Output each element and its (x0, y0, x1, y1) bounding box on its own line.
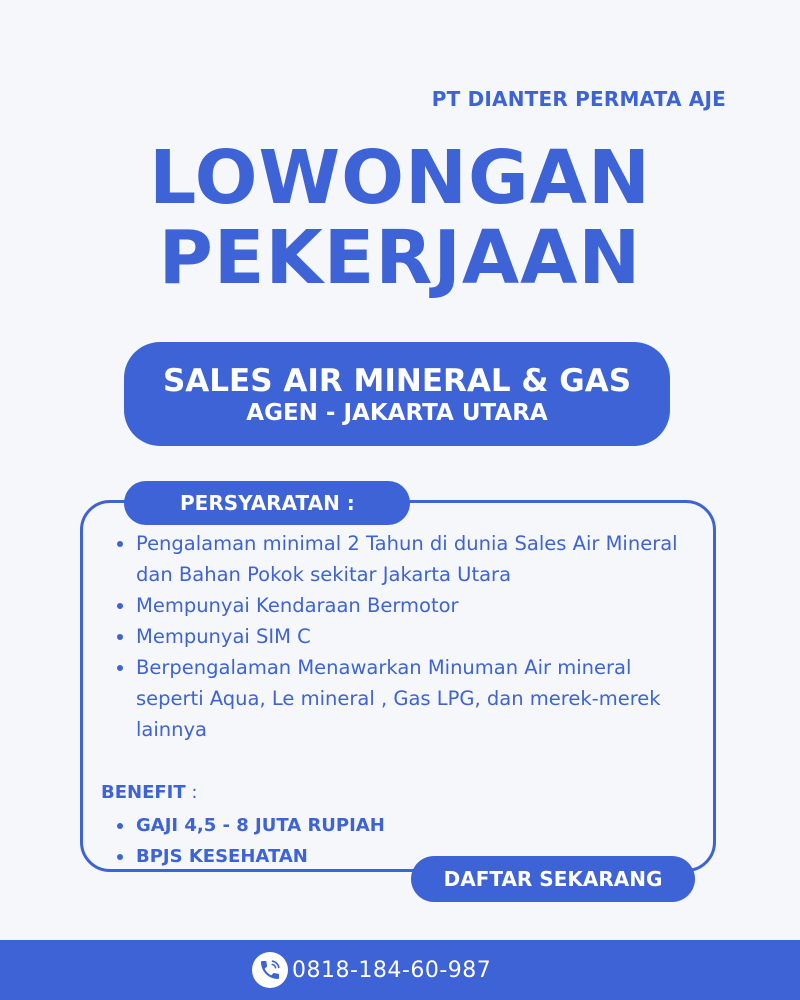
requirement-item: Berpengalaman Menawarkan Minuman Air mineral seperti Aqua, Le mineral , Gas LPG, dan merek-merek lainnya (114, 652, 704, 745)
phone-number: 0818-184-60-987 (292, 957, 492, 983)
requirement-item: Mempunyai SIM C (114, 621, 704, 652)
requirement-item: Mempunyai Kendaraan Bermotor (114, 590, 704, 621)
apply-now-button[interactable]: DAFTAR SEKARANG (411, 856, 695, 902)
requirements-label: PERSYARATAN : (124, 481, 410, 525)
benefit-label (101, 781, 197, 805)
requirements-list (114, 528, 704, 745)
benefit-label-text: BENEFIT (101, 782, 186, 803)
requirement-item: Pengalaman minimal 2 Tahun di dunia Sales Air Mineral dan Bahan Pokok sekitar Jakarta Utara (114, 528, 704, 590)
job-subtitle: AGEN - JAKARTA UTARA (246, 400, 548, 426)
benefit-item: GAJI 4,5 - 8 JUTA RUPIAH (114, 810, 385, 841)
job-title: SALES AIR MINERAL & GAS (162, 363, 632, 399)
headline-line-1: LOWONGAN (149, 135, 651, 221)
phone-icon (252, 952, 288, 988)
benefit-list (114, 810, 385, 872)
company-name: PT DIANTER PERMATA AJE (431, 87, 726, 111)
phone-contact[interactable] (252, 952, 491, 988)
benefit-item: BPJS KESEHATAN (114, 841, 385, 872)
headline (0, 135, 800, 301)
job-title-pill (124, 342, 670, 446)
headline-line-2: PEKERJAAN (158, 215, 642, 301)
benefit-label-suffix: : (185, 782, 198, 803)
